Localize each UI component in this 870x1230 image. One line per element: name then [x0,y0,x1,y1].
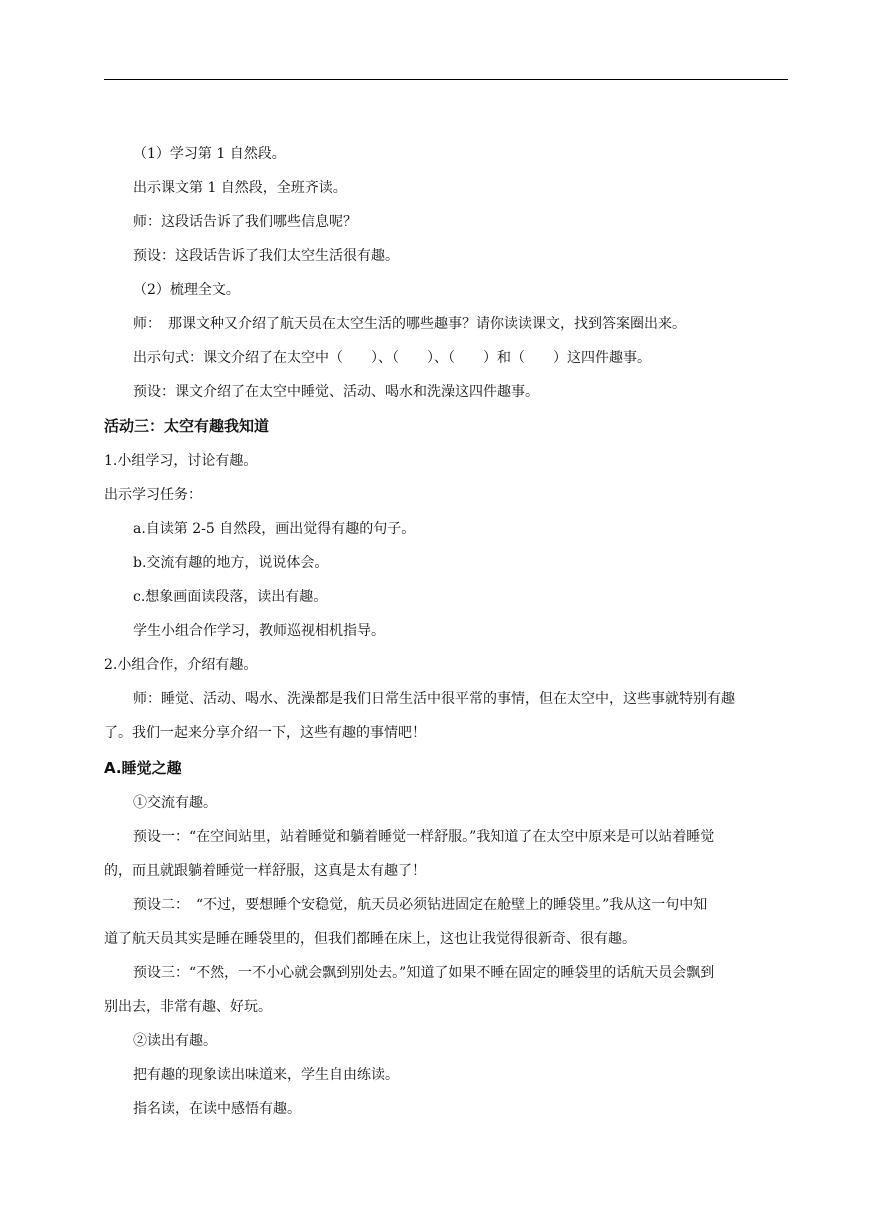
paragraph: 预设：这段话告诉了我们太空生活很有趣。 [133,248,399,264]
paragraph: 预设三：“不然，一不小心就会飘到别处去。”知道了如果不睡在固定的睡袋里的话航天员会飘到 [133,965,715,981]
paragraph: 2.小组合作，介绍有趣。 [104,657,258,673]
paragraph: 学生小组合作学习，教师巡视相机指导。 [133,623,385,639]
paragraph: 别出去，非常有趣、好玩。 [104,999,272,1015]
list-item: a.自读第 2-5 自然段，画出觉得有趣的句子。 [133,521,416,537]
paragraph: 1.小组学习，讨论有趣。 [104,453,258,469]
header-rule [104,79,788,80]
paragraph: ②读出有趣。 [133,1033,217,1049]
paragraph: 出示句式：课文介绍了在太空中（ ）、（ ）、（ ）和（ ）这四件趣事。 [133,350,651,366]
paragraph: 师：睡觉、活动、喝水、洗澡都是我们日常生活中很平常的事情，但在太空中，这些事就特别有趣 [133,691,735,707]
paragraph: 预设一：“在空间站里，站着睡觉和躺着睡觉一样舒服。”我知道了在太空中原来是可以站着睡觉 [133,829,715,845]
paragraph: 了。我们一起来分享介绍一下，这些有趣的事情吧！ [104,725,426,741]
list-item: b.交流有趣的地方，说说体会。 [133,555,329,571]
paragraph: ①交流有趣。 [133,795,217,811]
paragraph: 预设二： “不过，要想睡个安稳觉，航天员必须钻进固定在舱壁上的睡袋里。”我从这一句中知 [133,897,708,913]
paragraph: 把有趣的现象读出味道来，学生自由练读。 [133,1067,399,1083]
paragraph: 的，而且就跟躺着睡觉一样舒服，这真是太有趣了！ [104,863,426,879]
list-item: c.想象画面读段落，读出有趣。 [133,589,328,605]
paragraph: 出示课文第 1 自然段，全班齐读。 [133,180,347,196]
paragraph: 指名读，在读中感悟有趣。 [133,1101,301,1117]
paragraph: 出示学习任务： [104,487,202,503]
section-heading: 活动三：太空有趣我知道 [104,417,270,435]
subsection-heading: A.睡觉之趣 [104,759,182,777]
paragraph: 师： 那课文种又介绍了航天员在太空生活的哪些趣事？请你读读课文，找到答案圈出来。 [133,316,686,332]
step-2-heading: （2）梳理全文。 [133,282,240,298]
paragraph: 师：这段话告诉了我们哪些信息呢？ [133,214,357,230]
step-1-heading: （1）学习第 1 自然段。 [133,146,286,162]
paragraph: 预设：课文介绍了在太空中睡觉、活动、喝水和洗澡这四件趣事。 [133,384,539,400]
paragraph: 道了航天员其实是睡在睡袋里的，但我们都睡在床上，这也让我觉得很新奇、很有趣。 [104,931,636,947]
